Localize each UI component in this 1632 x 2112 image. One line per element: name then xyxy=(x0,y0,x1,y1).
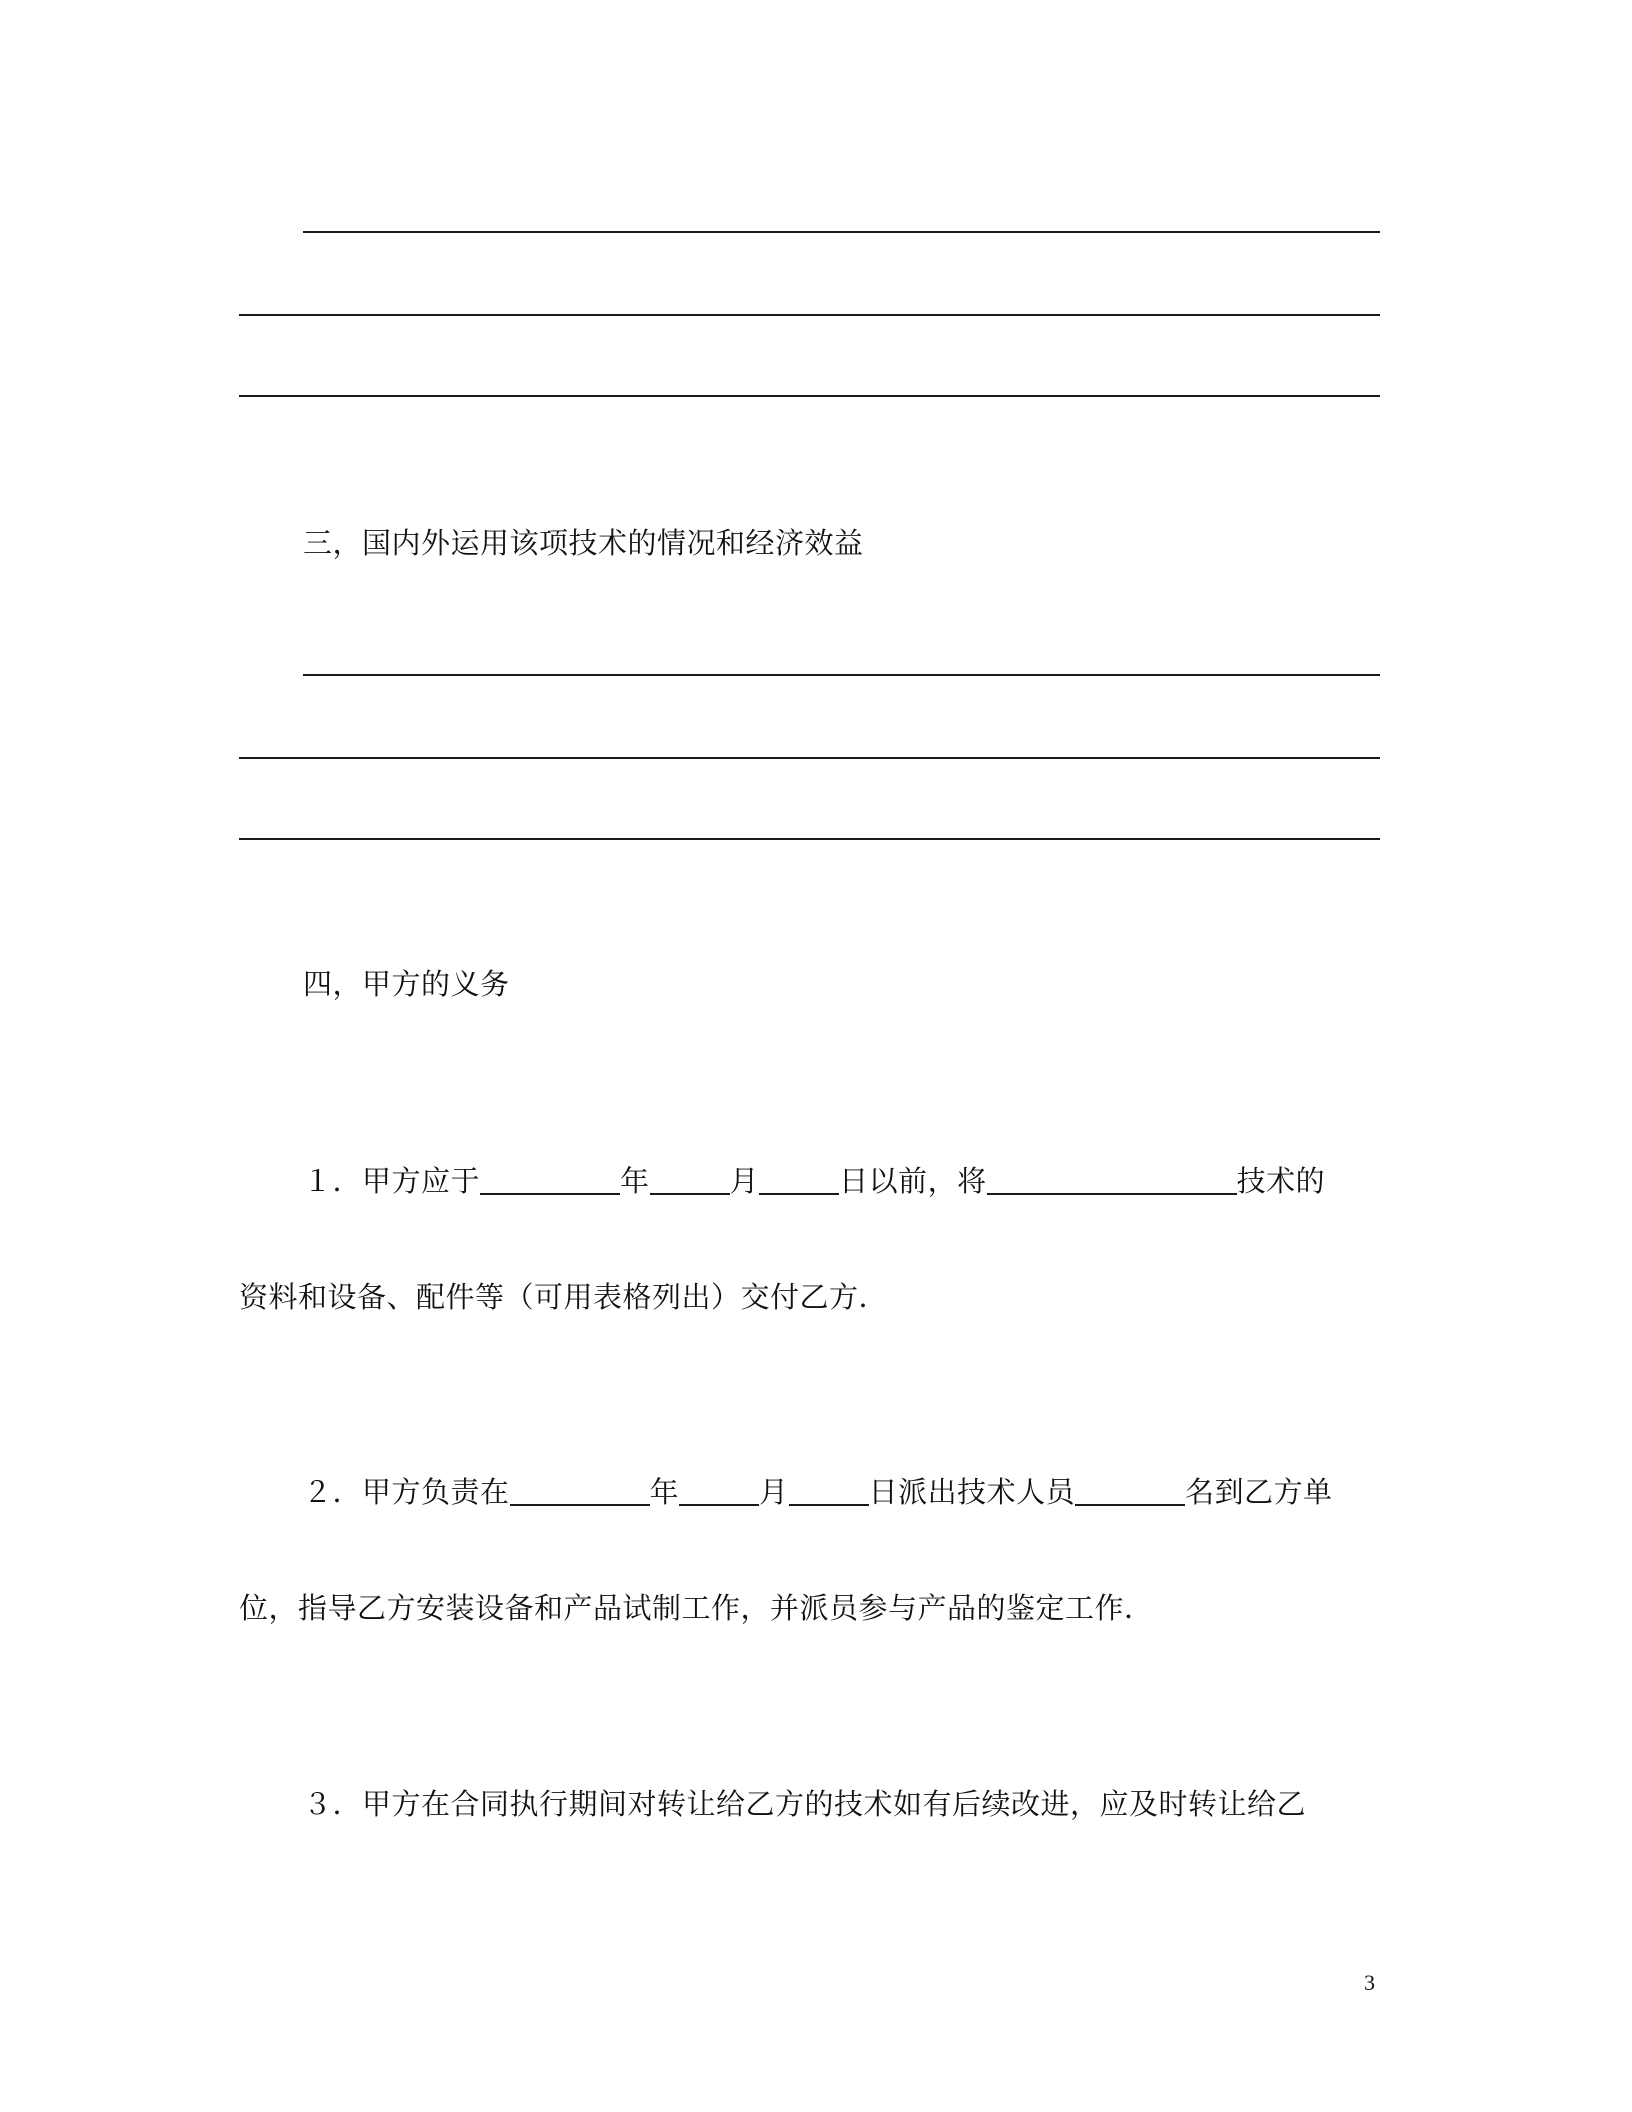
clause-text: 甲方负责在 xyxy=(362,1475,510,1509)
clause-item-3 xyxy=(303,1784,1306,1824)
section-heading-three: 三，国内外运用该项技术的情况和经济效益 xyxy=(303,526,864,560)
day-label: 日派出技术人员 xyxy=(868,1475,1076,1509)
month-blank xyxy=(679,1474,759,1506)
year-label: 年 xyxy=(620,1164,650,1198)
clause-text: 甲方在合同执行期间对转让给乙方的技术如有后续改进，应及时转让给乙 xyxy=(362,1787,1307,1821)
fill-line xyxy=(239,838,1380,840)
year-blank xyxy=(480,1163,620,1195)
clause-item-1-continuation: 资料和设备、配件等（可用表格列出）交付乙方． xyxy=(239,1280,889,1314)
clause-number: ３． xyxy=(303,1787,363,1821)
day-label: 日以前，将 xyxy=(839,1164,987,1198)
clause-item-2 xyxy=(303,1472,1333,1512)
clause-item-1 xyxy=(303,1161,1325,1201)
fill-line xyxy=(239,314,1380,316)
fill-line xyxy=(303,231,1380,233)
day-blank xyxy=(759,1163,839,1195)
clause-text: 技术的 xyxy=(1236,1164,1326,1198)
clause-text: 名到乙方单 xyxy=(1185,1475,1333,1509)
year-label: 年 xyxy=(649,1475,680,1509)
fill-line xyxy=(303,674,1380,676)
technology-blank xyxy=(987,1163,1237,1195)
year-blank xyxy=(510,1474,650,1506)
staff-count-blank xyxy=(1075,1474,1185,1506)
month-blank xyxy=(650,1163,730,1195)
clause-text: 甲方应于 xyxy=(362,1164,481,1198)
fill-line xyxy=(239,757,1380,759)
section-heading-four: 四，甲方的义务 xyxy=(303,967,510,1001)
page-number: 3 xyxy=(1364,1970,1375,1995)
month-label: 月 xyxy=(729,1164,760,1198)
day-blank xyxy=(789,1474,869,1506)
clause-number: ２． xyxy=(303,1475,363,1509)
clause-number: １． xyxy=(303,1164,363,1198)
clause-item-2-continuation: 位，指导乙方安装设备和产品试制工作，并派员参与产品的鉴定工作． xyxy=(239,1591,1154,1625)
month-label: 月 xyxy=(759,1475,789,1509)
fill-line xyxy=(239,395,1380,397)
